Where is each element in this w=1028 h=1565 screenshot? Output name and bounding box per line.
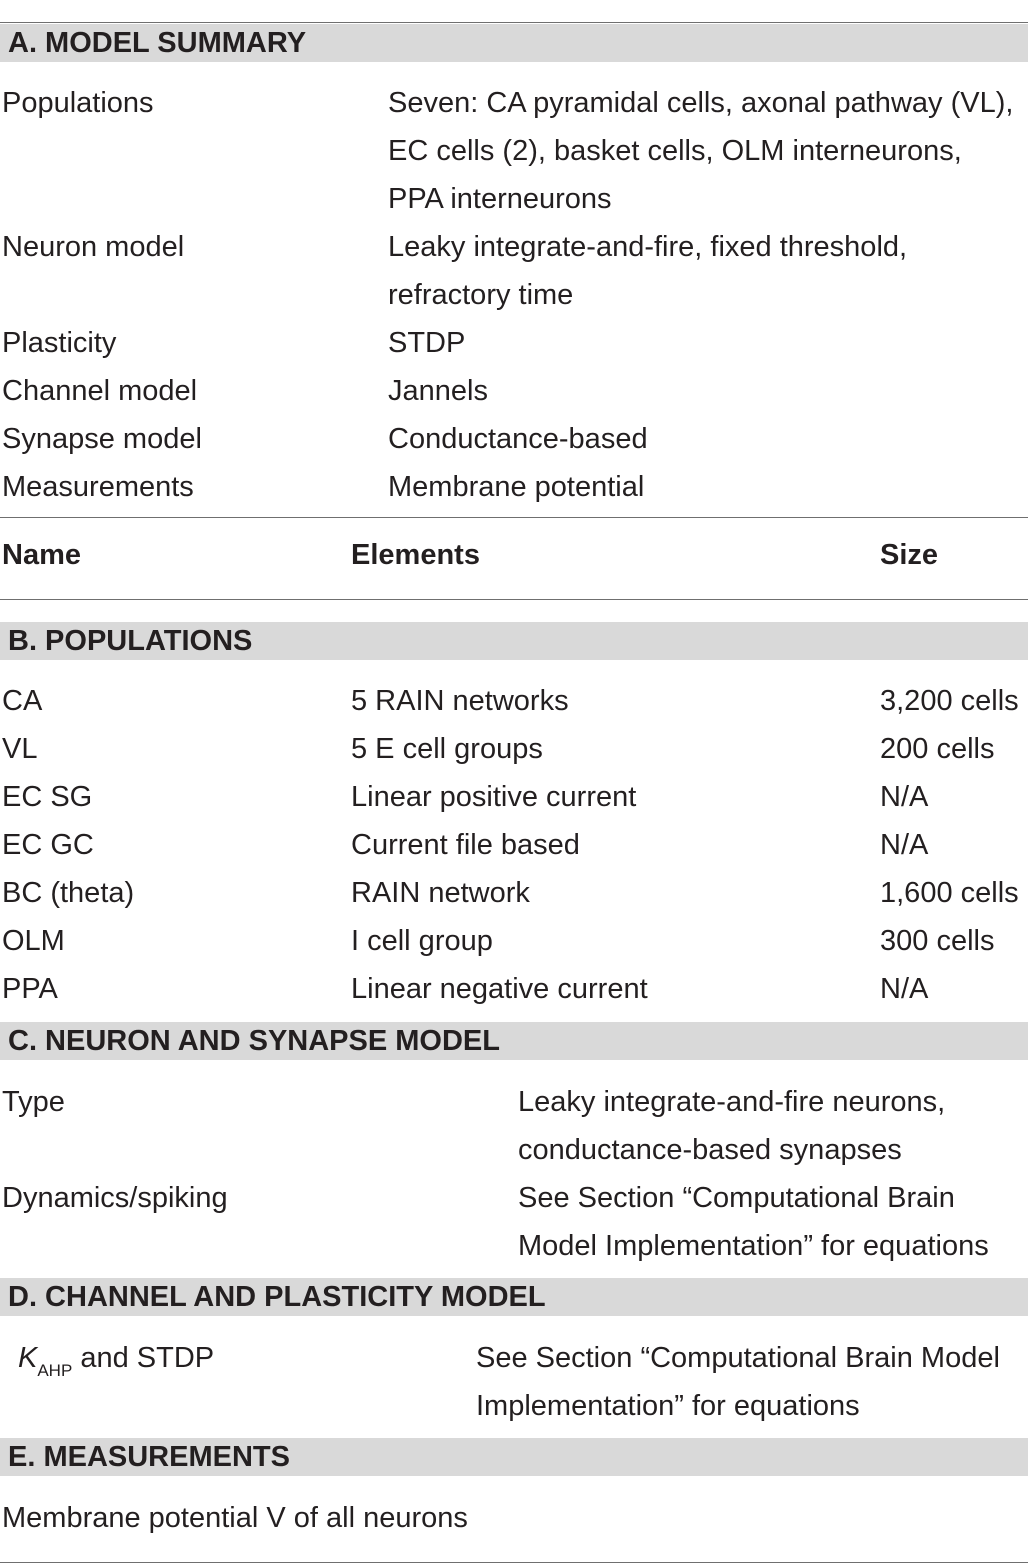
column-header-name: Name bbox=[2, 539, 81, 571]
population-size: 300 cells bbox=[880, 925, 995, 957]
summary-label-channel-model: Channel model bbox=[2, 375, 198, 407]
channel-label-symbol: K bbox=[18, 1342, 38, 1374]
population-size: N/A bbox=[880, 781, 929, 813]
population-name: PPA bbox=[2, 973, 58, 1005]
summary-value-populations-line1: Seven: CA pyramidal cells, axonal pathway (VL), bbox=[388, 87, 1014, 119]
population-elements: 5 RAIN networks bbox=[351, 685, 569, 717]
neuron-label-type: Type bbox=[2, 1086, 65, 1118]
population-elements: RAIN network bbox=[351, 877, 530, 909]
neuron-value-dynamics-line2: Model Implementation” for equations bbox=[518, 1230, 989, 1262]
summary-label-synapse-model: Synapse model bbox=[2, 423, 202, 455]
population-name: OLM bbox=[2, 925, 65, 957]
summary-value-measurements: Membrane potential bbox=[388, 471, 645, 503]
section-c-header: C. NEURON AND SYNAPSE MODEL bbox=[0, 1022, 1028, 1060]
channel-label-rest: and STDP bbox=[72, 1342, 215, 1374]
neuron-value-type-line2: conductance-based synapses bbox=[518, 1134, 902, 1166]
channel-label bbox=[18, 1334, 214, 1395]
population-elements: 5 E cell groups bbox=[351, 733, 543, 765]
neuron-value-type-line1: Leaky integrate-and-fire neurons, bbox=[518, 1086, 946, 1118]
neuron-value-dynamics-line1: See Section “Computational Brain bbox=[518, 1182, 955, 1214]
column-header-size: Size bbox=[880, 539, 939, 571]
summary-value-synapse-model: Conductance-based bbox=[388, 423, 648, 455]
summary-value-plasticity: STDP bbox=[388, 327, 466, 359]
summary-label-neuron-model: Neuron model bbox=[2, 231, 185, 263]
summary-value-neuron-model-line1: Leaky integrate-and-fire, fixed threshold, bbox=[388, 231, 908, 263]
population-name: BC (theta) bbox=[2, 877, 135, 909]
population-size: N/A bbox=[880, 829, 929, 861]
header-bottom-rule bbox=[0, 599, 1028, 600]
section-b-header: B. POPULATIONS bbox=[0, 622, 1028, 660]
summary-value-neuron-model-line2: refractory time bbox=[388, 279, 574, 311]
summary-value-populations-line3: PPA interneurons bbox=[388, 183, 612, 215]
summary-value-populations-line2: EC cells (2), basket cells, OLM interneurons, bbox=[388, 135, 962, 167]
population-size: 3,200 cells bbox=[880, 685, 1019, 717]
population-elements: I cell group bbox=[351, 925, 493, 957]
measurements-text: Membrane potential V of all neurons bbox=[2, 1502, 468, 1534]
summary-value-channel-model: Jannels bbox=[388, 375, 488, 407]
population-elements: Current file based bbox=[351, 829, 580, 861]
population-size: 1,600 cells bbox=[880, 877, 1019, 909]
population-elements: Linear negative current bbox=[351, 973, 648, 1005]
section-e-header: E. MEASUREMENTS bbox=[0, 1438, 1028, 1476]
table-top-rule bbox=[0, 22, 1028, 23]
population-name: EC GC bbox=[2, 829, 94, 861]
column-header-elements: Elements bbox=[351, 539, 480, 571]
section-d-header: D. CHANNEL AND PLASTICITY MODEL bbox=[0, 1278, 1028, 1316]
summary-label-measurements: Measurements bbox=[2, 471, 194, 503]
neuron-label-dynamics: Dynamics/spiking bbox=[2, 1182, 228, 1214]
population-size: 200 cells bbox=[880, 733, 995, 765]
population-name: VL bbox=[2, 733, 38, 765]
population-elements: Linear positive current bbox=[351, 781, 637, 813]
population-name: EC SG bbox=[2, 781, 93, 813]
population-size: N/A bbox=[880, 973, 929, 1005]
population-name: CA bbox=[2, 685, 43, 717]
header-top-rule bbox=[0, 517, 1028, 518]
section-a-header: A. MODEL SUMMARY bbox=[0, 24, 1028, 62]
table-bottom-rule bbox=[0, 1562, 1028, 1563]
summary-label-plasticity: Plasticity bbox=[2, 327, 117, 359]
channel-value-line1: See Section “Computational Brain Model bbox=[476, 1342, 1000, 1374]
channel-value-line2: Implementation” for equations bbox=[476, 1390, 860, 1422]
channel-label-subscript: AHP bbox=[37, 1361, 73, 1380]
summary-label-populations: Populations bbox=[2, 87, 154, 119]
